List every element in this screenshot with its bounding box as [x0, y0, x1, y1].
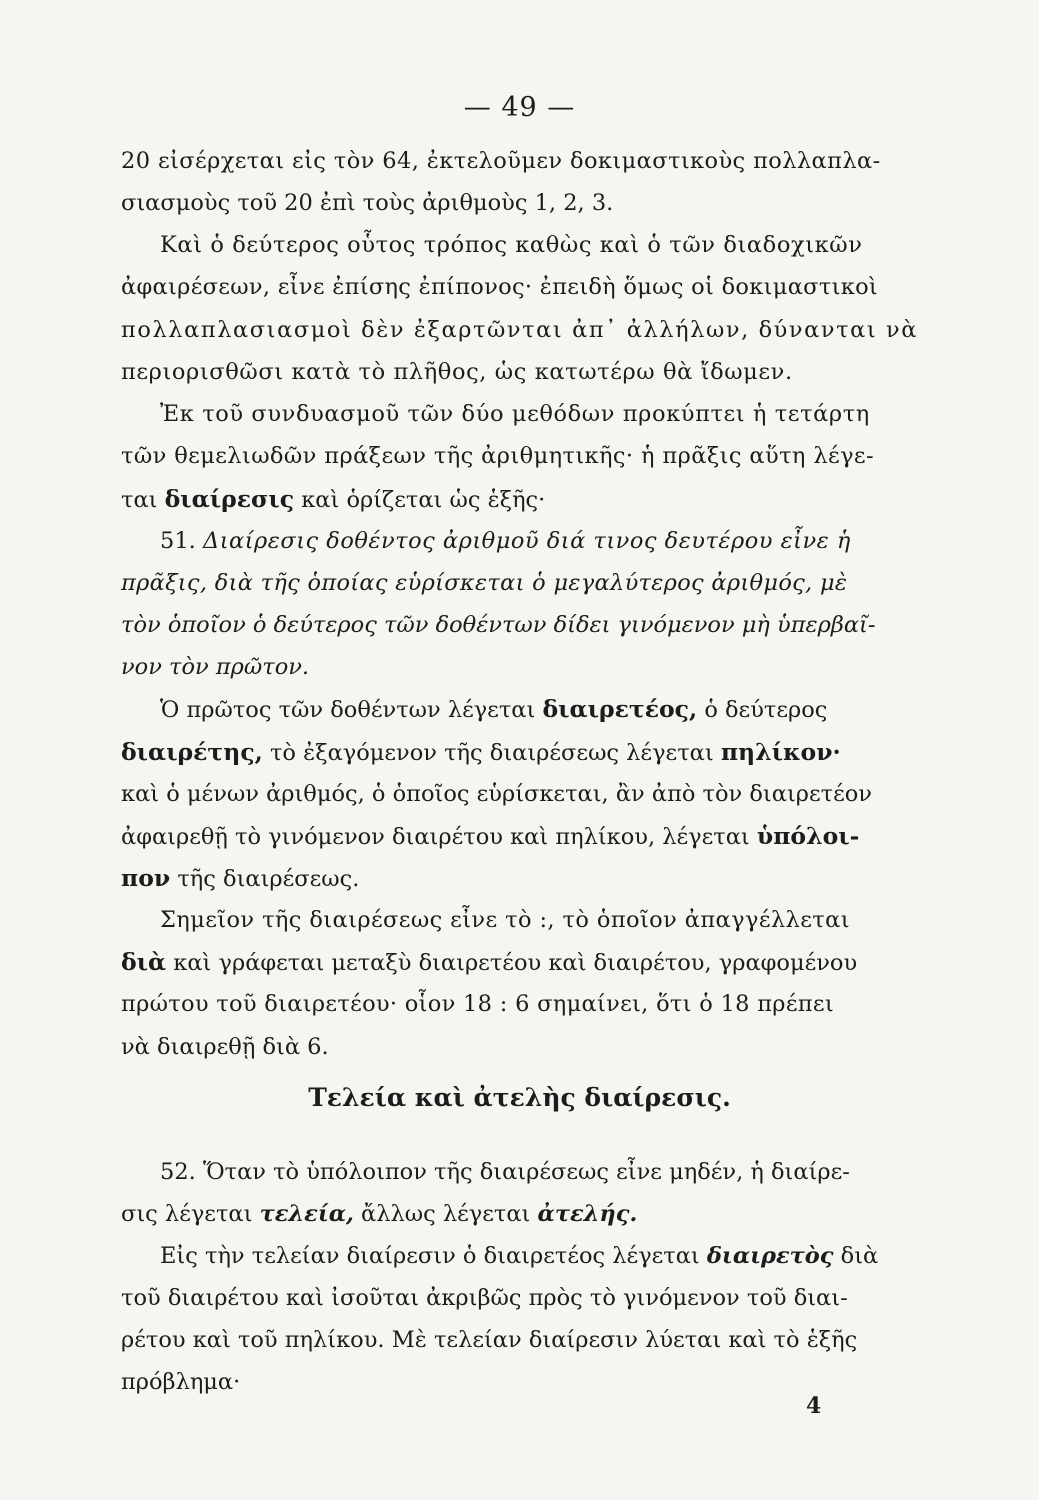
text-line — [121, 779, 872, 809]
text-line — [121, 146, 917, 176]
text-run: ἀφαιρέσεων, εἶνε ἐπίσης ἐπίπονος· ἐπειδὴ ὅμως οἱ δοκιμαστικοὶ — [121, 274, 879, 300]
text-run: καὶ ὁρίζεται ὡς ἑξῆς· — [301, 487, 546, 513]
text-run: διὰ — [840, 1243, 879, 1269]
text-line — [121, 1283, 848, 1313]
text-line — [121, 1367, 240, 1397]
text-line — [121, 484, 545, 515]
text-line — [121, 989, 834, 1019]
text-run: καὶ ὁ μένων ἀριθμός, ὁ ὁποῖος εὑρίσκεται, ἂν ἀπὸ τὸν διαιρετέον — [121, 781, 872, 807]
text-line — [121, 357, 793, 387]
section-number: 52. — [160, 1159, 196, 1185]
text-line — [121, 652, 309, 682]
text-run: Εἰς τὴν τελείαν διαίρεσιν ὁ διαιρετέος λέγεται — [160, 1243, 700, 1269]
page-number: — 49 — — [463, 92, 576, 123]
text-line — [121, 610, 875, 640]
definition-text: νον τὸν πρῶτον. — [121, 654, 310, 680]
text-line — [160, 694, 827, 725]
text-run: ται — [121, 487, 158, 513]
text-line — [121, 1199, 637, 1229]
term-diairesis: διαίρεσις — [164, 485, 295, 513]
text-run: πρώτου τοῦ διαιρετέου· οἷον 18 : 6 σημαίνει, ὅτι ὁ 18 πρέπει — [121, 991, 834, 1017]
text-run: περιορισθῶσι κατὰ τὸ πλῆθος, ὡς κατωτέρω θὰ ἴδωμεν. — [121, 359, 793, 385]
text-line — [121, 1032, 329, 1062]
text-line — [160, 905, 850, 935]
text-run: Ἐκ τοῦ συνδυασμοῦ τῶν δύο μεθόδων προκύπτει ἡ τετάρτη — [160, 401, 870, 427]
term-ypoloipon: πον — [121, 864, 171, 892]
text-run: 20 εἰσέρχεται εἰς τὸν 64, ἐκτελοῦμεν δοκιμαστικοὺς πολλαπλα- — [121, 148, 881, 174]
text-run: πρόβλημα· — [121, 1369, 241, 1395]
text-run: πολλαπλασιασμοὶ δὲν ἐξαρτῶνται ἀπ᾽ ἀλλήλων, δύνανται νὰ — [121, 317, 919, 343]
text-run: σιασμοὺς τοῦ 20 ἐπὶ τοὺς ἀριθμοὺς 1, 2, 3. — [121, 190, 614, 216]
text-line — [121, 863, 359, 894]
text-line — [121, 315, 918, 345]
text-line — [121, 272, 878, 302]
term-atelis: ἀτελής. — [537, 1201, 638, 1227]
text-run: Καὶ ὁ δεύτερος οὗτος τρόπος καθὼς καὶ ὁ τῶν διαδοχικῶν — [160, 232, 863, 258]
section-title: Τελεία καὶ ἀτελὴς διαίρεσις. — [308, 1083, 731, 1112]
term-diairetéos: διαιρετέος, — [542, 695, 698, 723]
text-run: ὁ δεύτερος — [704, 697, 828, 723]
term-teleia: τελεία, — [259, 1201, 354, 1227]
text-run: τῆς διαιρέσεως. — [177, 866, 360, 892]
section-number: 51. — [160, 528, 196, 554]
text-run: τοῦ διαιρέτου καὶ ἰσοῦται ἀκριβῶς πρὸς τὸ γινόμενον τοῦ διαι- — [121, 1285, 848, 1311]
text-run: Σημεῖον τῆς διαιρέσεως εἶνε τὸ :, τὸ ὁποῖον ἀπαγγέλλεται — [160, 907, 850, 933]
term-dia: διὰ — [121, 948, 167, 976]
text-line — [160, 1241, 878, 1271]
text-line — [160, 230, 863, 260]
text-run: Ὁ πρῶτος τῶν δοθέντων λέγεται — [160, 697, 536, 723]
text-run: καὶ γράφεται μεταξὺ διαιρετέου καὶ διαιρέτου, γραφομένου — [173, 950, 858, 976]
term-pilikon: πηλίκον· — [720, 738, 841, 766]
text-line — [160, 399, 870, 429]
text-line — [160, 1157, 850, 1187]
definition-text: Διαίρεσις δοθέντος ἀριθμοῦ διά τινος δευτέρου εἶνε ἡ — [202, 528, 851, 554]
text-run: Ὅταν τὸ ὑπόλοιπον τῆς διαιρέσεως εἶνε μηδέν, ἡ διαίρε- — [202, 1159, 850, 1185]
text-run: νὰ διαιρεθῇ διὰ 6. — [121, 1034, 329, 1060]
term-diairetos: διαιρετὸς — [706, 1243, 834, 1269]
signature-mark: 4 — [806, 1393, 822, 1419]
text-line — [121, 737, 841, 768]
text-line — [121, 821, 859, 852]
text-line — [121, 1325, 857, 1355]
term-ypoloipon: ὑπόλοι- — [756, 822, 860, 850]
text-run: ρέτου καὶ τοῦ πηλίκου. Μὲ τελείαν διαίρεσιν λύεται καὶ τὸ ἑξῆς — [121, 1327, 858, 1353]
text-line — [121, 947, 857, 978]
text-run: σις λέγεται — [121, 1201, 253, 1227]
text-run: ἀφαιρεθῇ τὸ γινόμενον διαιρέτου καὶ πηλίκου, λέγεται — [121, 824, 750, 850]
text-line — [121, 441, 874, 471]
text-line — [121, 568, 847, 598]
text-run: ἄλλως λέγεται — [361, 1201, 531, 1227]
definition-text: τὸν ὁποῖον ὁ δεύτερος τῶν δοθέντων δίδει γινόμενον μὴ ὑπερβαῖ- — [121, 612, 876, 638]
text-line — [121, 188, 613, 218]
term-diairetis: διαιρέτης, — [121, 738, 263, 766]
text-run: τῶν θεμελιωδῶν πράξεων τῆς ἀριθμητικῆς· ἡ πρᾶξις αὕτη λέγε- — [121, 443, 874, 469]
text-run: τὸ ἐξαγόμενον τῆς διαιρέσεως λέγεται — [269, 740, 714, 766]
definition-text: πρᾶξις, διὰ τῆς ὁποίας εὑρίσκεται ὁ μεγαλύτερος ἀριθμός, μὲ — [121, 570, 848, 596]
text-line — [160, 526, 851, 556]
